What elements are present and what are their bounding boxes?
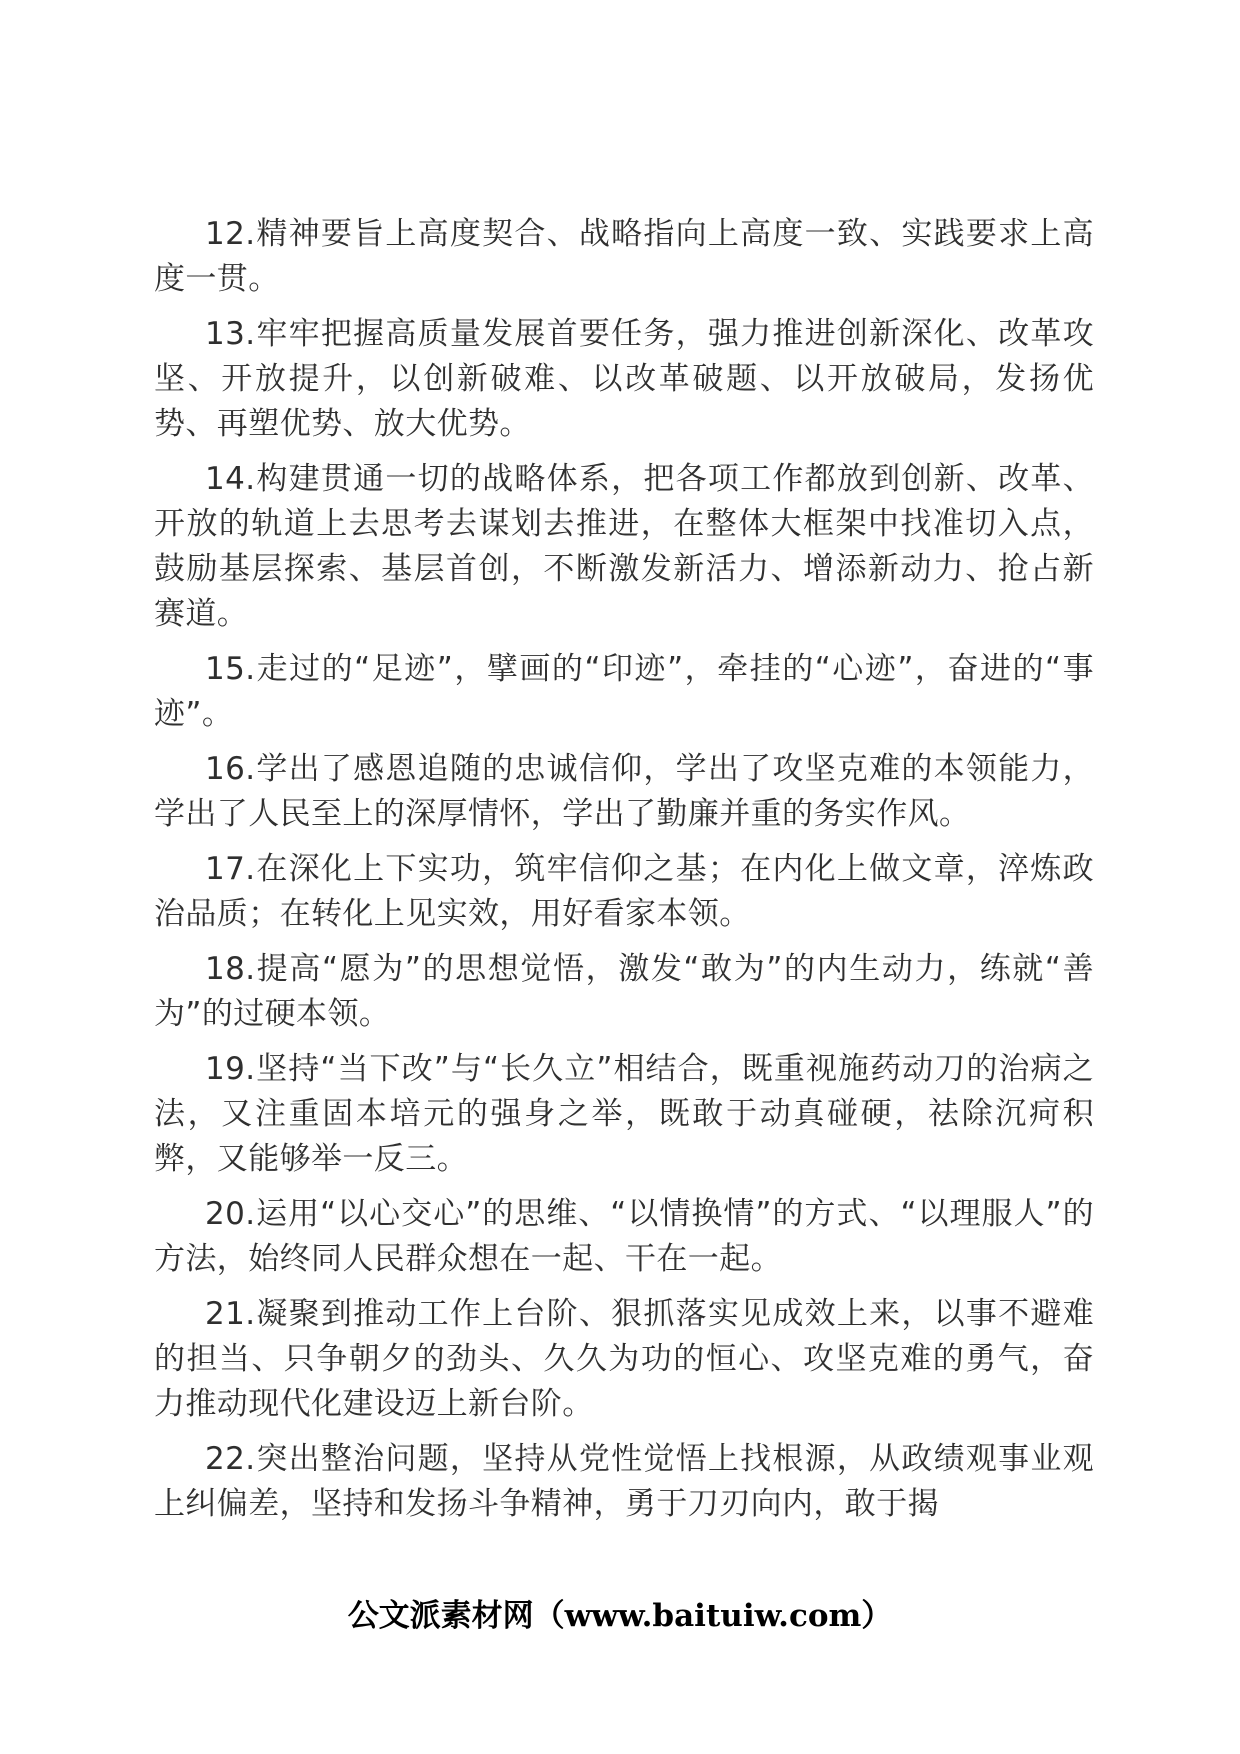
paragraph-13: 13.牢牢把握高质量发展首要任务，强力推进创新深化、改革攻坚、开放提升，以创新破难、以改革破题、以开放破局，发扬优势、再塑优势、放大优势。: [154, 316, 1094, 442]
paragraph-22: 22.突出整治问题，坚持从党性觉悟上找根源，从政绩观事业观上纠偏差，坚持和发扬斗争精神，勇于刀刃向内，敢于揭: [154, 1441, 1094, 1522]
paragraph-15: 15.走过的“足迹”，擘画的“印迹”，牵挂的“心迹”，奋进的“事迹”。: [154, 651, 1094, 732]
paragraph-14: 14.构建贯通一切的战略体系，把各项工作都放到创新、改革、开放的轨道上去思考去谋划去推进，在整体大框架中找准切入点，鼓励基层探索、基层首创，不断激发新活力、增添新动力、抢占新赛道。: [154, 461, 1094, 632]
paragraph-17: 17.在深化上下实功，筑牢信仰之基；在内化上做文章，淬炼政治品质；在转化上见实效，用好看家本领。: [154, 851, 1094, 932]
page-footer: 公文派素材网（www.baituiw.com）: [347, 1598, 893, 1634]
paragraph-19: 19.坚持“当下改”与“长久立”相结合，既重视施药动刀的治病之法，又注重固本培元的强身之举，既敢于动真碰硬，祛除沉疴积弊，又能够举一反三。: [154, 1051, 1094, 1177]
paragraph-21: 21.凝聚到推动工作上台阶、狠抓落实见成效上来，以事不避难的担当、只争朝夕的劲头、久久为功的恒心、攻坚克难的勇气，奋力推动现代化建设迈上新台阶。: [154, 1296, 1094, 1422]
paragraph-20: 20.运用“以心交心”的思维、“以情换情”的方式、“以理服人”的方法，始终同人民群众想在一起、干在一起。: [154, 1196, 1094, 1277]
paragraph-16: 16.学出了感恩追随的忠诚信仰，学出了攻坚克难的本领能力，学出了人民至上的深厚情怀，学出了勤廉并重的务实作风。: [154, 751, 1094, 832]
paragraph-12: 12.精神要旨上高度契合、战略指向上高度一致、实践要求上高度一贯。: [154, 216, 1094, 297]
document-body: [154, 212, 1094, 1537]
paragraph-18: 18.提高“愿为”的思想觉悟，激发“敢为”的内生动力，练就“善为”的过硬本领。: [154, 951, 1094, 1032]
